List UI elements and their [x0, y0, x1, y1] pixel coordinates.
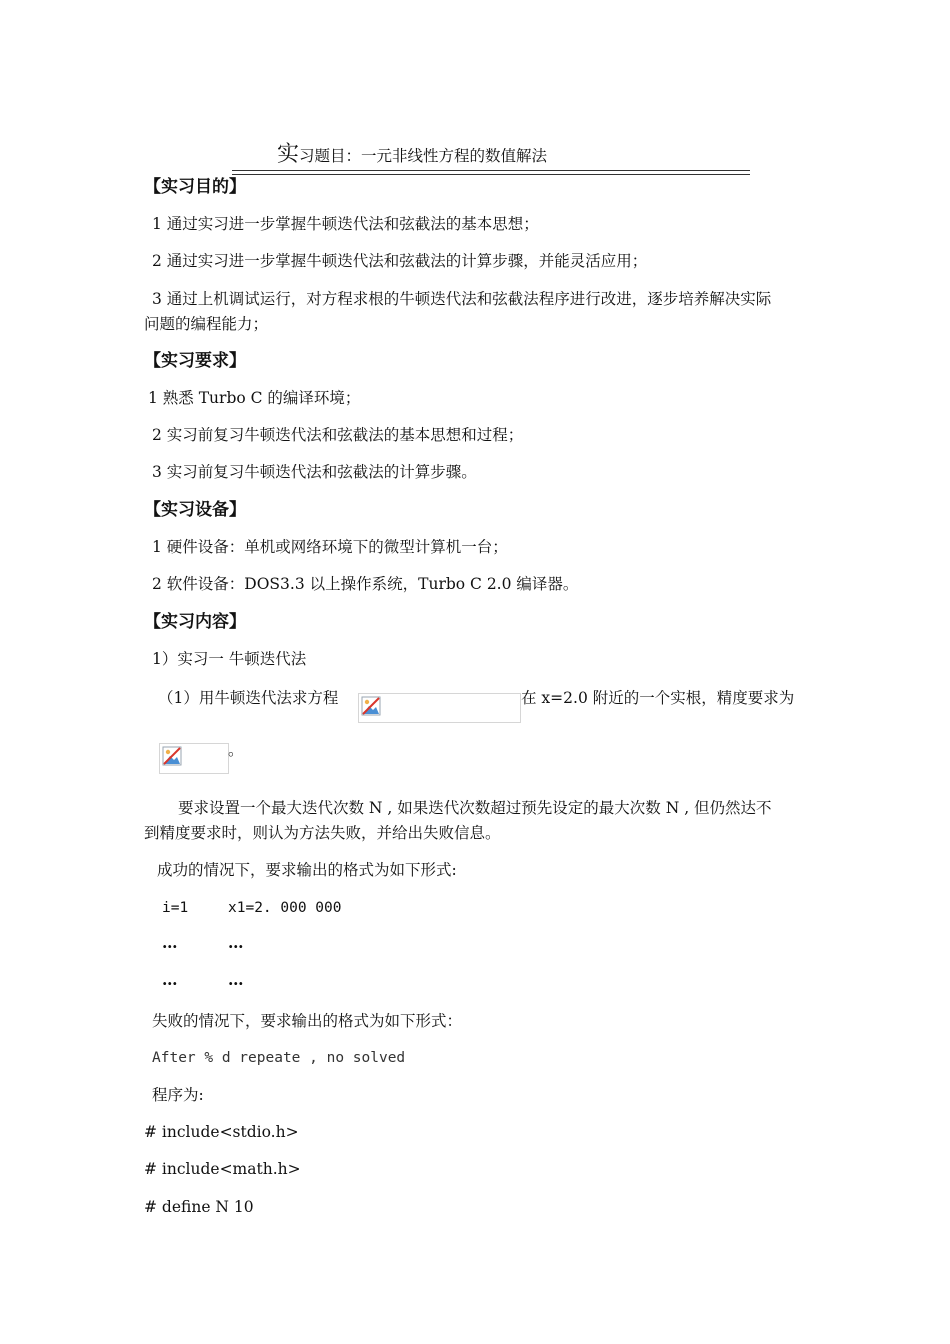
task-end: 。	[228, 741, 244, 759]
requirement-line-2: 到精度要求时，则认为方法失败，并给出失败信息。	[144, 824, 501, 842]
title-rule-top	[232, 170, 750, 171]
heading-equipment: 【实习设备】	[144, 500, 246, 520]
task-prefix: （1）用牛顿迭代法求方程	[158, 689, 339, 707]
purpose-item-3-cont: 问题的编程能力；	[144, 315, 269, 333]
heading-content: 【实习内容】	[144, 612, 246, 632]
purpose-item-1: 1 通过实习进一步掌握牛顿迭代法和弦截法的基本思想；	[152, 215, 539, 233]
code-line-3: # define N 10	[144, 1198, 254, 1216]
output-ellipsis-1b: …	[228, 933, 244, 952]
requirement-line-1: 要求设置一个最大迭代次数 N , 如果迭代次数超过预先设定的最大次数 N , 但仍然达不	[178, 799, 772, 817]
fail-intro: 失败的情况下，要求输出的格式为如下形式：	[152, 1012, 463, 1030]
equipment-item-2: 2 软件设备：DOS3.3 以上操作系统，Turbo C 2.0 编译器。	[152, 575, 579, 593]
output-x: x1=2. 000 000	[228, 900, 342, 916]
requirements-item-2: 2 实习前复习牛顿迭代法和弦截法的基本思想和过程；	[152, 426, 524, 444]
task-suffix: 在 x=2.0 附近的一个实根，精度要求为	[521, 689, 795, 707]
title-first-char: 实	[277, 142, 300, 167]
output-ellipsis-1a: …	[162, 933, 178, 952]
precision-image-placeholder	[159, 743, 229, 774]
purpose-item-3: 3 通过上机调试运行，对方程求根的牛顿迭代法和弦截法程序进行改进，逐步培养解决实际	[152, 290, 772, 308]
broken-image-icon	[361, 696, 381, 716]
content-sub1: 1）实习一 牛顿迭代法	[152, 650, 307, 668]
heading-purpose: 【实习目的】	[144, 177, 246, 197]
output-i: i=1	[162, 900, 189, 916]
code-line-1: # include<stdio.h>	[144, 1123, 299, 1141]
equation-image-placeholder	[358, 693, 521, 723]
purpose-item-2: 2 通过实习进一步掌握牛顿迭代法和弦截法的计算步骤，并能灵活应用；	[152, 252, 648, 270]
heading-requirements: 【实习要求】	[144, 351, 246, 371]
title-rule-bottom	[232, 174, 750, 175]
output-ellipsis-2a: …	[162, 970, 178, 989]
requirements-item-1: 1 熟悉 Turbo C 的编译环境；	[148, 389, 361, 407]
broken-image-icon	[162, 746, 182, 766]
program-intro: 程序为:	[152, 1086, 204, 1104]
output-ellipsis-2b: …	[228, 970, 244, 989]
requirements-item-3: 3 实习前复习牛顿迭代法和弦截法的计算步骤。	[152, 463, 477, 481]
fail-output: After % d repeate , no solved	[152, 1050, 406, 1066]
document-title	[277, 137, 547, 168]
title-text: 习题目：一元非线性方程的数值解法	[299, 147, 548, 165]
code-line-2: # include<math.h>	[144, 1160, 301, 1178]
success-intro: 成功的情况下，要求输出的格式为如下形式:	[157, 861, 457, 879]
equipment-item-1: 1 硬件设备：单机或网络环境下的微型计算机一台；	[152, 538, 508, 556]
